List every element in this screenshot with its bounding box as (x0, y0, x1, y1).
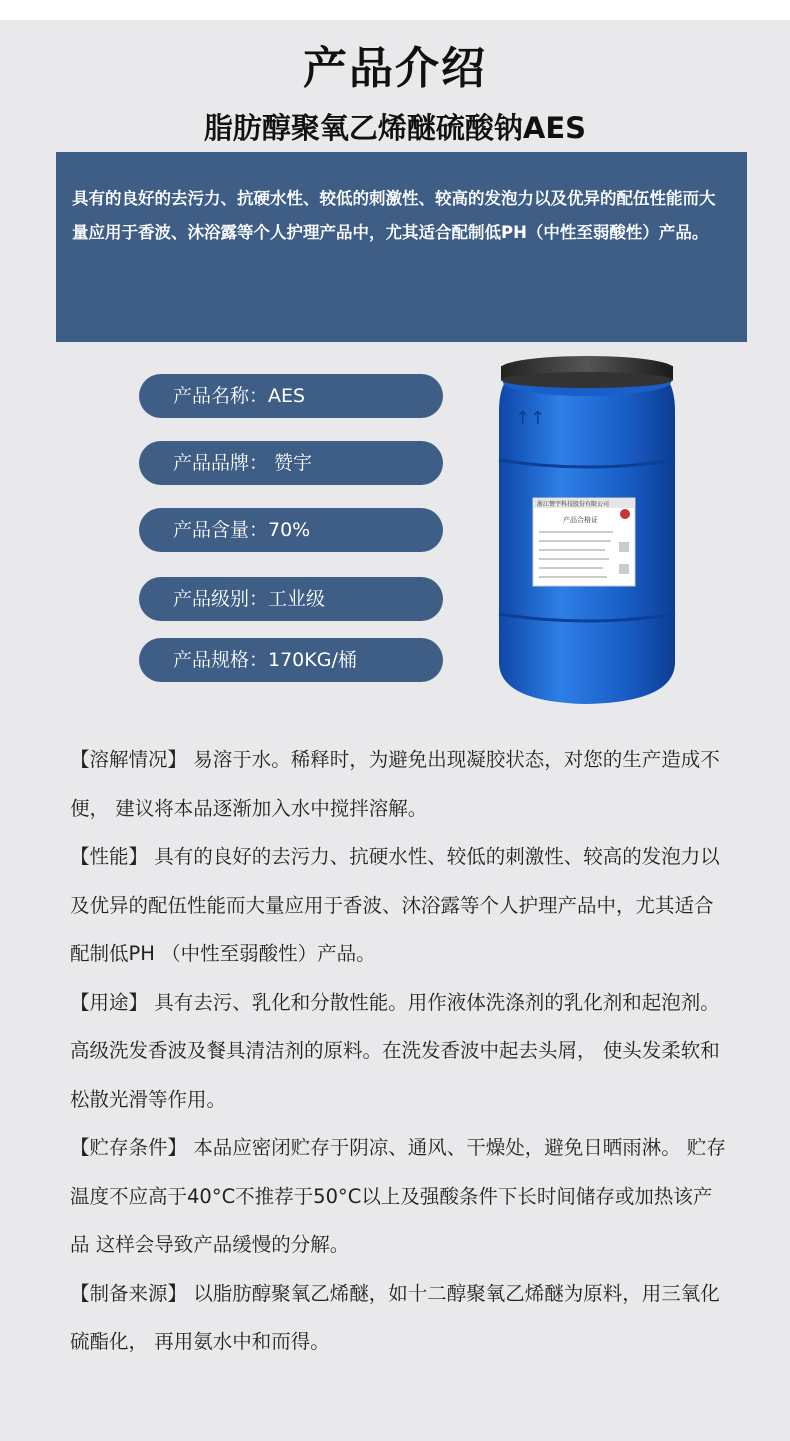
detail-text: 具有去污、乳化和分散性能。用作液体洗涤剂的乳化剂和起泡剂。高级洗发香波及餐具清洁剂的原料。在洗发香波中起去头屑， 使头发柔软和松散光滑等作用。 (70, 990, 720, 1111)
detail-solubility (70, 736, 730, 833)
summary-banner (56, 152, 747, 342)
product-details (70, 736, 730, 1367)
label-title-text: 产品合格证 (563, 516, 598, 524)
spec-product-grade: 产品级别：工业级 (139, 577, 443, 621)
detail-source (70, 1270, 730, 1367)
page-title: 产品介绍 (303, 43, 487, 94)
detail-performance (70, 833, 730, 979)
detail-text: 易溶于水。稀释时，为避免出现凝胶状态，对您的生产造成不便， 建议将本品逐渐加入水中搅拌溶解。 (70, 748, 720, 820)
detail-heading: 【贮存条件】 (70, 1136, 188, 1159)
summary-text: 具有的良好的去污力、抗硬水性、较低的刺激性、较高的发泡力以及优异的配伍性能而大量应用于香波、沐浴露等个人护理产品中，尤其适合配制低PH（中性至弱酸性）产品。 (72, 189, 716, 242)
spec-product-content: 产品含量：70% (139, 508, 443, 552)
detail-heading: 【溶解情况】 (70, 748, 188, 771)
detail-text: 具有的良好的去污力、抗硬水性、较低的刺激性、较高的发泡力以及优异的配伍性能而大量应用于香波、沐浴露等个人护理产品中，尤其适合配制低PH （中性至弱酸性）产品。 (70, 845, 720, 965)
detail-usage (70, 979, 730, 1125)
spec-product-name: 产品名称：AES (139, 374, 443, 418)
spec-product-brand: 产品品牌： 赞宇 (139, 441, 443, 485)
spec-product-package: 产品规格：170KG/桶 (139, 638, 443, 682)
detail-text: 以脂肪醇聚氧乙烯醚，如十二醇聚氧乙烯醚为原料，用三氧化硫酯化， 再用氨水中和而得。 (70, 1281, 720, 1353)
detail-text: 本品应密闭贮存于阴凉、通风、干燥处，避免日晒雨淋。 贮存温度不应高于40°C不推荐于50°C以上及强酸条件下长时间储存或加热该产品 这样会导致产品缓慢的分解。 (70, 1136, 726, 1256)
svg-text:↑↑: ↑↑ (515, 408, 546, 429)
detail-heading: 【用途】 (70, 990, 149, 1014)
label-company-text: 浙江赞宇科技股份有限公司 (537, 501, 610, 508)
product-chemical-name: 脂肪醇聚氧乙烯醚硫酸钠AES (203, 111, 587, 145)
top-strip (0, 0, 790, 20)
detail-storage (70, 1124, 730, 1270)
blue-plastic-drum-icon (493, 352, 681, 708)
detail-heading: 【制备来源】 (70, 1281, 188, 1305)
detail-heading: 【性能】 (70, 845, 149, 868)
